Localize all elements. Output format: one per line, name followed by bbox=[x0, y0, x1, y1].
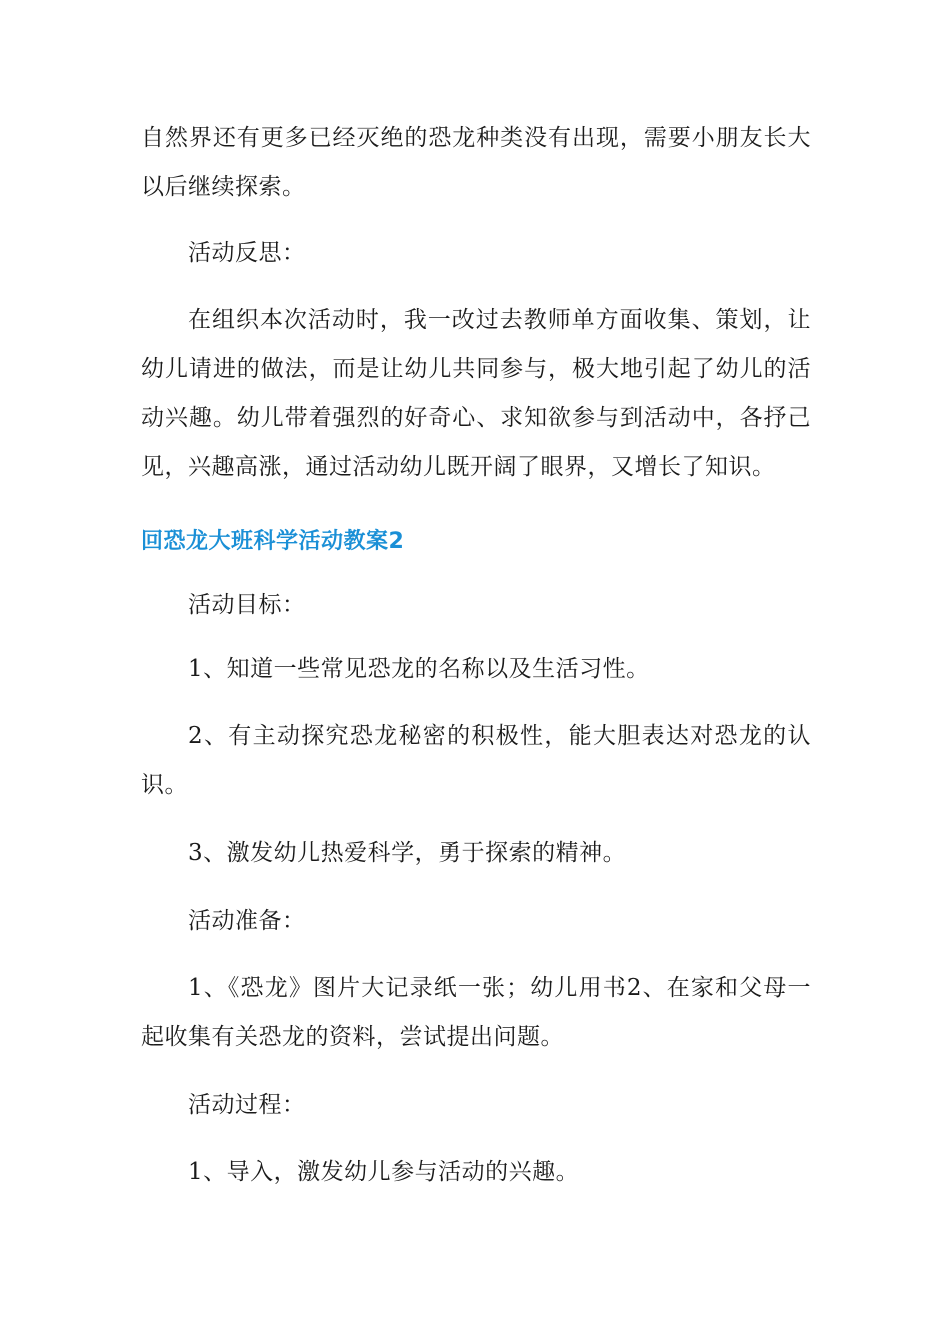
goal-item-1: 1、知道一些常见恐龙的名称以及生活习性。 bbox=[188, 656, 650, 682]
goal-item-3: 3、激发幼儿热爱科学，勇于探索的精神。 bbox=[188, 840, 627, 866]
paragraph-reflection: 在组织本次活动时，我一改过去教师单方面收集、策划，让幼儿请进的做法，而是让幼儿共同参与，极大地引起了幼儿的活动兴趣。幼儿带着强烈的好奇心、求知欲参与到活动中，各抒己见，兴趣高涨，通过活动幼儿既开阔了眼界，又增长了知识。 bbox=[141, 307, 811, 480]
process-item-1: 1、导入，激发幼儿参与活动的兴趣。 bbox=[188, 1159, 580, 1185]
label-activity-reflection: 活动反思： bbox=[188, 240, 306, 266]
preparation-item: 1、《恐龙》图片大记录纸一张；幼儿用书2、在家和父母一起收集有关恐龙的资料，尝试提出问题。 bbox=[141, 975, 811, 1050]
section-heading: 回恐龙大班科学活动教案2 bbox=[141, 529, 405, 554]
label-activity-goals: 活动目标： bbox=[188, 592, 306, 618]
label-activity-process: 活动过程： bbox=[188, 1092, 306, 1118]
goal-item-2: 2、有主动探究恐龙秘密的积极性，能大胆表达对恐龙的认识。 bbox=[141, 723, 811, 798]
paragraph-dinosaur-explore: 自然界还有更多已经灭绝的恐龙种类没有出现，需要小朋友长大以后继续探索。 bbox=[141, 125, 811, 200]
label-activity-preparation: 活动准备： bbox=[188, 908, 306, 934]
